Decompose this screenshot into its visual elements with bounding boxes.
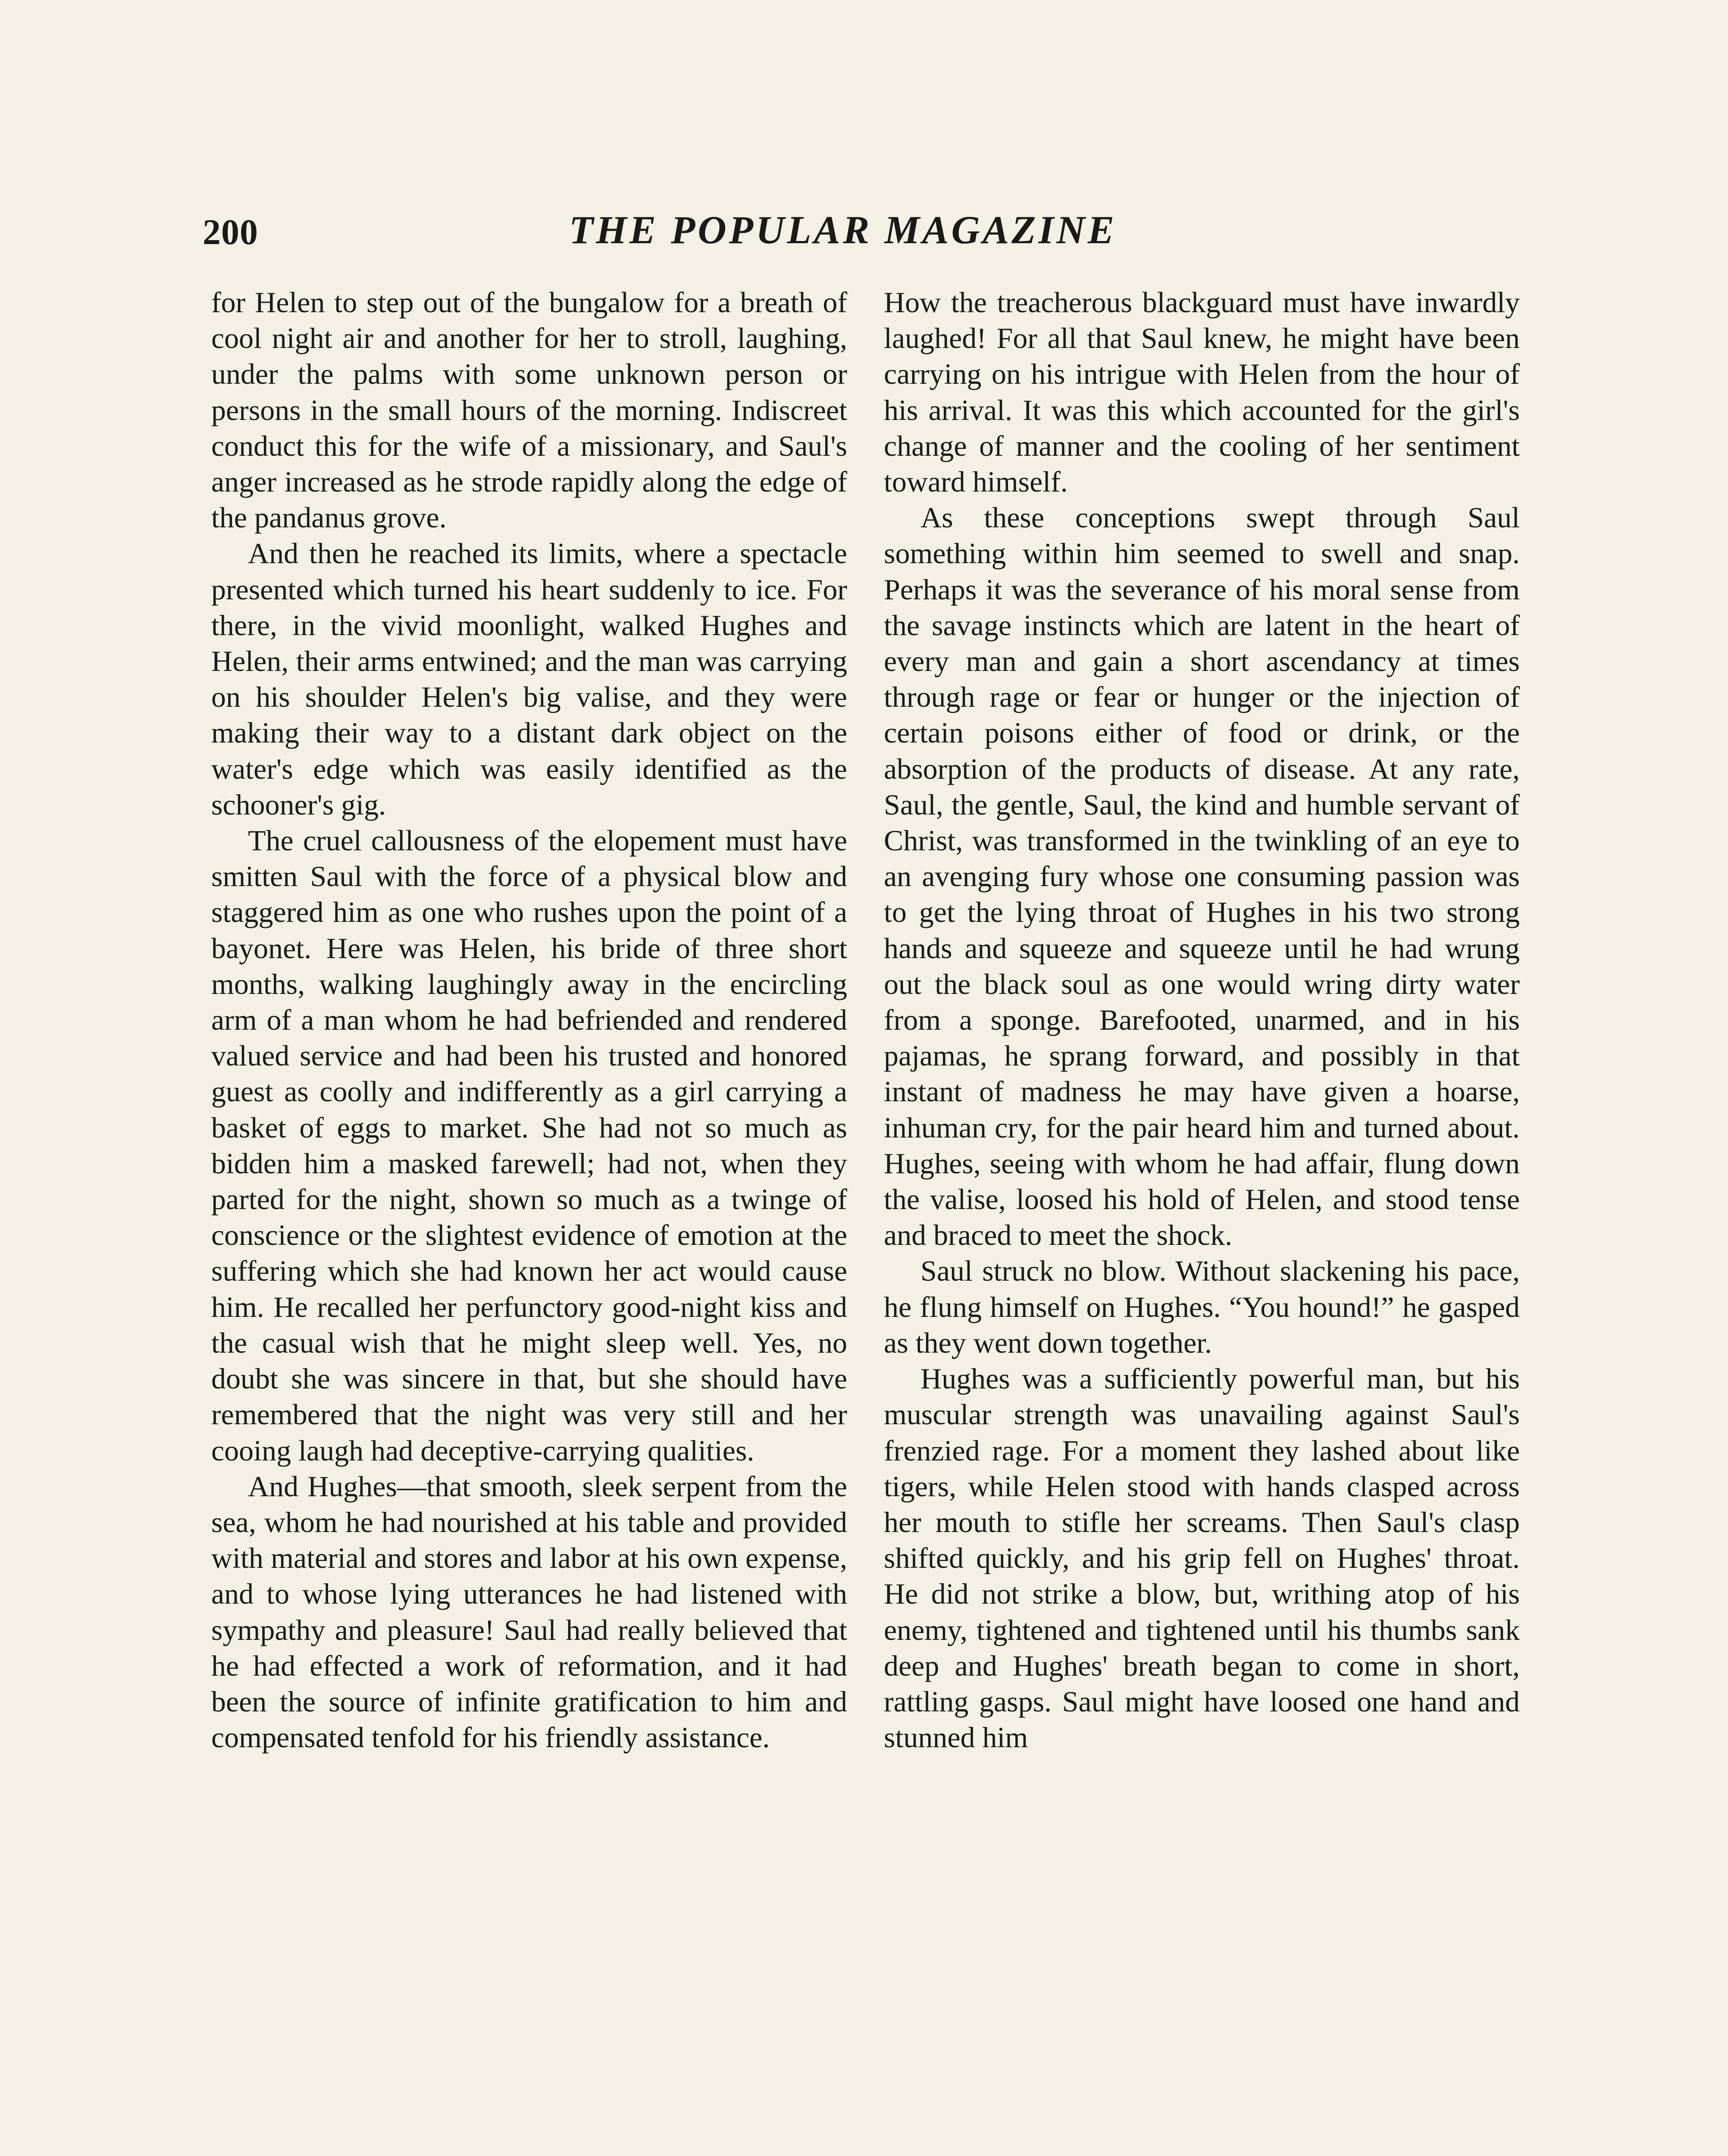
right-column [884, 285, 1520, 2156]
paragraph: As these conceptions swept through Saul something within him seemed to swell and snap. Perhaps it was the severance of his moral sense from the savage instincts which are latent in the heart of every man and gain a short ascendancy at times through rage or fear or hunger or the injection of certain poisons either of food or drink, or the absorption of the products of disease. At any rate, Saul, the gentle, Saul, the kind and humble servant of Christ, was transformed in the twinkling of an eye to an avenging fury whose one consuming passion was to get the lying throat of Hughes in his two strong hands and squeeze and squeeze until he had wrung out the black soul as one would wring dirty water from a sponge. Barefooted, unarmed, and in his pajamas, he sprang forward, and possibly in that instant of madness he may have given a hoarse, inhuman cry, for the pair heard him and turned about. Hughes, seeing with whom he had affair, flung down the valise, loosed his hold of Helen, and stood tense and braced to meet the shock. [884, 501, 1520, 1252]
paragraph: The cruel callousness of the elopement must have smitten Saul with the force of a physical blow and staggered him as one who rushes upon the point of a bayonet. Here was Helen, his bride of three short months, walking laughingly away in the encircling arm of a man whom he had befriended and rendered valued service and had been his trusted and honored guest as coolly and indifferently as a girl carrying a basket of eggs to market. She had not so much as bidden him a masked farewell; had not, when they parted for the night, shown so much as a twinge of conscience or the slightest evidence of emotion at the suffering which she had known her act would cause him. He recalled her perfunctory good-night kiss and the casual wish that he might sleep well. Yes, no doubt she was sincere in that, but she should have remembered that the night was very still and her cooing laugh had deceptive-carrying qualities. [211, 824, 847, 1467]
page-header [203, 207, 1522, 263]
running-title: THE POPULAR MAGAZINE [569, 208, 1117, 252]
paragraph: And Hughes—that smooth, sleek serpent from the sea, whom he had nourished at his table and provided with material and stores and labor at his own expense, and to whose lying utterances he had listened with sympathy and pleasure! Saul had really believed that he had effected a work of reformation, and it had been the source of infinite gratification to him and compensated tenfold for his friendly assistance. [211, 1470, 847, 1754]
paragraph: Hughes was a sufficiently powerful man, but his muscular strength was unavailing against Saul's frenzied rage. For a moment they lashed about like tigers, while Helen stood with hands clasped across her mouth to stifle her screams. Then Saul's clasp shifted quickly, and his grip fell on Hughes' throat. He did not strike a blow, but, writhing atop of his enemy, tightened and tightened until his thumbs sank deep and Hughes' breath began to come in short, rattling gasps. Saul might have loosed one hand and stunned him [884, 1362, 1520, 1754]
paragraph: And then he reached its limits, where a spectacle presented which turned his heart suddenly to ice. For there, in the vivid moonlight, walked Hughes and Helen, their arms entwined; and the man was carrying on his shoulder Helen's big valise, and they were making their way to a distant dark object on the water's edge which was easily identified as the schooner's gig. [211, 537, 847, 821]
page-number: 200 [203, 212, 258, 252]
paragraph: How the treacherous blackguard must have inwardly laughed! For all that Saul knew, he might have been carrying on his intrigue with Helen from the hour of his arrival. It was this which accounted for the girl's change of manner and the cooling of her sentiment toward himself. [884, 286, 1520, 498]
paragraph: for Helen to step out of the bungalow for a breath of cool night air and another for her to stroll, laughing, under the palms with some unknown person or persons in the small hours of the morning. Indiscreet conduct this for the wife of a missionary, and Saul's anger increased as he strode rapidly along the edge of the pandanus grove. [211, 286, 847, 534]
paragraph: Saul struck no blow. Without slackening his pace, he flung himself on Hughes. “You hound!” he gasped as they went down together. [884, 1254, 1520, 1359]
left-column [211, 285, 847, 2156]
